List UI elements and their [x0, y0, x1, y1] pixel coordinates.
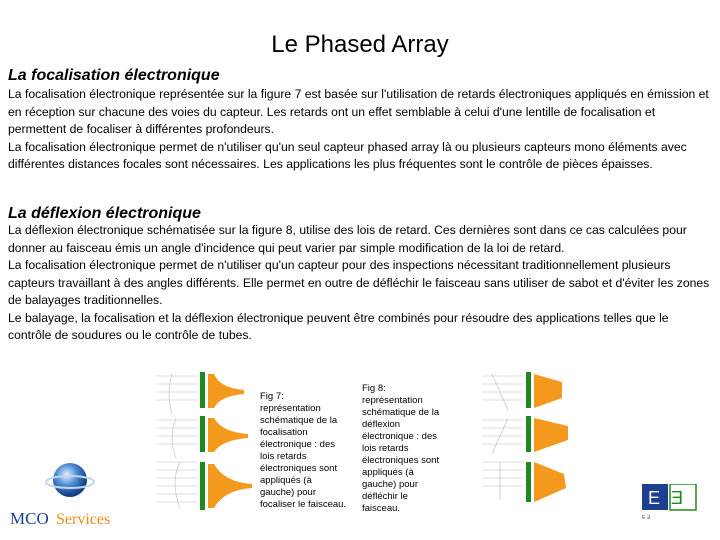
- e-logo-letters: E Ǝ: [642, 515, 651, 521]
- figure-8-caption: Fig 8: représentation schématique de la déflexion électronique : des lois retards électroniques sont appliqués (à gauche) pour défléchir le faisceau.: [362, 383, 440, 514]
- svg-text:E: E: [648, 488, 661, 508]
- paragraph-focalisation: La focalisation électronique représentée sur la figure 7 est basée sur l'utilisation de retards électroniques appliqués en émission et en réception sur chacune des voies du capteur. Les retards ont un effet semblable à celui d'une lentille de focalisation et permettent de focaliser à différentes profondeurs. La focalisation électronique permet de n'utiliser qu'un seul capteur phased array là ou plusieurs capteurs mono éléments avec différentes distances focales sont nécessaires. Les applications les plus fréquentes sont le contrôle de pièces épaisses.: [8, 87, 709, 171]
- logo-services-text: Services: [56, 511, 111, 528]
- figure-8-illustration: [478, 370, 654, 516]
- mco-services-logo: [8, 456, 126, 534]
- figure-7-caption: Fig 7: représentation schématique de la focalisation électronique : des lois retards électroniques sont appliqués (à gauche) pour focaliser le faisceau.: [260, 391, 347, 510]
- section-heading-focalisation: La focalisation électronique: [8, 67, 220, 84]
- logo-mco-text: MCO: [10, 509, 49, 528]
- svg-text:E: E: [670, 488, 683, 508]
- e-logo: [640, 484, 700, 522]
- section-heading-deflexion: La déflexion électronique: [8, 205, 201, 222]
- paragraph-deflexion: La déflexion électronique schématisée sur la figure 8, utilise des lois de retard. Ces dernières sont dans ce cas calculées pour donner au faisceau émis un angle d'incidence qui peut varier par simple modification de la loi de retard. La focalisation électronique permet de n'utiliser qu'un capteur pour des inspections nécessitant traditionnellement plusieurs capteurs travaillant à des angles différents. Elle permet en outre de défléchir le faisceau sans utiliser de sabot et d'éviter les zones de balayages traditionnelles. Le balayage, la focalisation et la déflexion électronique peuvent être combinés pour résoudre des applications telles que le contrôle de soudures ou le contrôle de tubes.: [8, 223, 710, 342]
- page-title: Le Phased Array: [271, 31, 449, 58]
